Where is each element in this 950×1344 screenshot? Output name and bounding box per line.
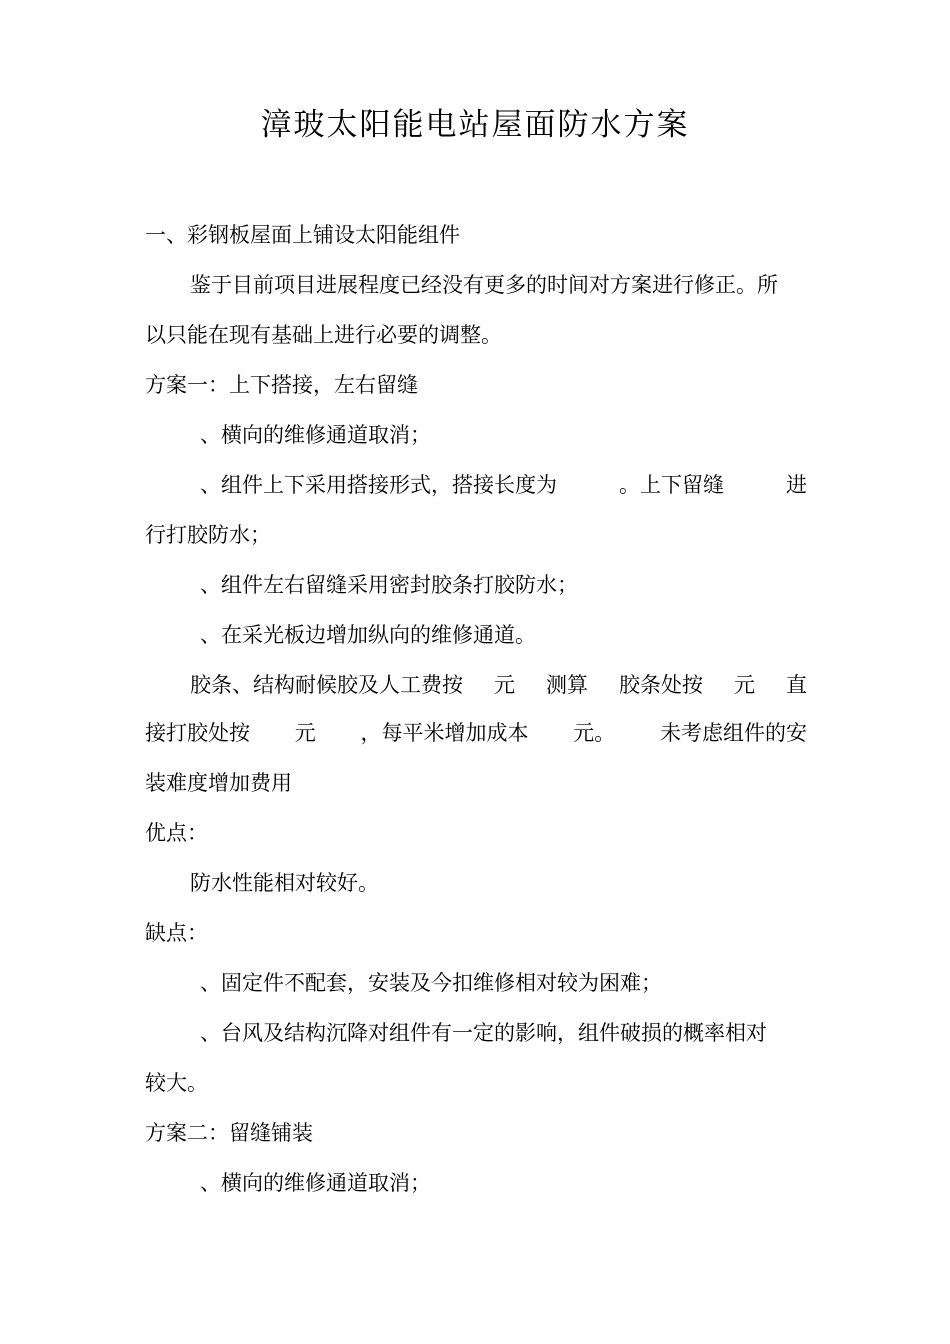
disadvantage-2-line-1: 、台风及结构沉降对组件有一定的影响，组件破损的概率相对 xyxy=(200,1021,767,1045)
cost-line-1-part-5: 元 xyxy=(734,673,755,697)
cost-line-2-part-1: 接打胶处按 xyxy=(145,721,250,745)
plan1-item-1: 、横向的维修通道取消； xyxy=(200,423,431,447)
cost-line-2-part-2: 元 xyxy=(294,721,316,745)
cost-line-2-part-3: ，每平米增加成本 xyxy=(360,721,529,745)
intro-line-2: 以只能在现有基础上进行必要的调整。 xyxy=(145,323,502,347)
plan1-item-2-part-1: 、组件上下采用搭接形式，搭接长度为 xyxy=(200,473,557,497)
plan2-item-1: 、横向的维修通道取消； xyxy=(200,1171,431,1195)
cost-line-1-part-3: 测算 xyxy=(546,673,588,697)
plan1-item-2-continuation: 行打胶防水； xyxy=(145,523,271,547)
plan1-item-2-part-3: 进 xyxy=(786,473,807,497)
document-title: 漳玻太阳能电站屋面防水方案 xyxy=(260,107,690,143)
cost-line-1 xyxy=(190,670,807,700)
cost-line-2-part-4: 元。 xyxy=(573,721,616,745)
intro-line-1: 鉴于目前项目进展程度已经没有更多的时间对方案进行修正。所 xyxy=(190,273,778,297)
section1-heading: 一、彩钢板屋面上铺设太阳能组件 xyxy=(145,223,460,247)
advantages-heading: 优点： xyxy=(145,821,208,845)
disadvantage-1: 、固定件不配套，安装及今扣维修相对较为困难； xyxy=(200,971,662,995)
plan1-item-4: 、在采光板边增加纵向的维修通道。 xyxy=(200,623,536,647)
cost-line-1-part-1: 胶条、结构耐候胶及人工费按 xyxy=(190,673,463,697)
plan1-item-3: 、组件左右留缝采用密封胶条打胶防水； xyxy=(200,573,578,597)
cost-line-1-part-4: 胶条处按 xyxy=(619,673,703,697)
plan1-heading: 方案一：上下搭接，左右留缝 xyxy=(145,373,418,397)
disadvantages-heading: 缺点： xyxy=(145,921,208,945)
advantages-text: 防水性能相对较好。 xyxy=(190,871,379,895)
cost-line-1-part-6: 直 xyxy=(786,673,807,697)
plan1-item-2-part-2: 。上下留缝 xyxy=(619,473,724,497)
cost-line-1-part-2: 元 xyxy=(494,673,515,697)
cost-line-3: 装难度增加费用 xyxy=(145,771,292,795)
cost-line-2-part-5: 未考虑组件的安 xyxy=(660,721,807,745)
disadvantage-2-line-2: 较大。 xyxy=(145,1071,208,1095)
plan2-heading: 方案二：留缝铺装 xyxy=(145,1121,313,1145)
plan1-item-2 xyxy=(200,470,807,500)
cost-line-2 xyxy=(145,718,807,748)
